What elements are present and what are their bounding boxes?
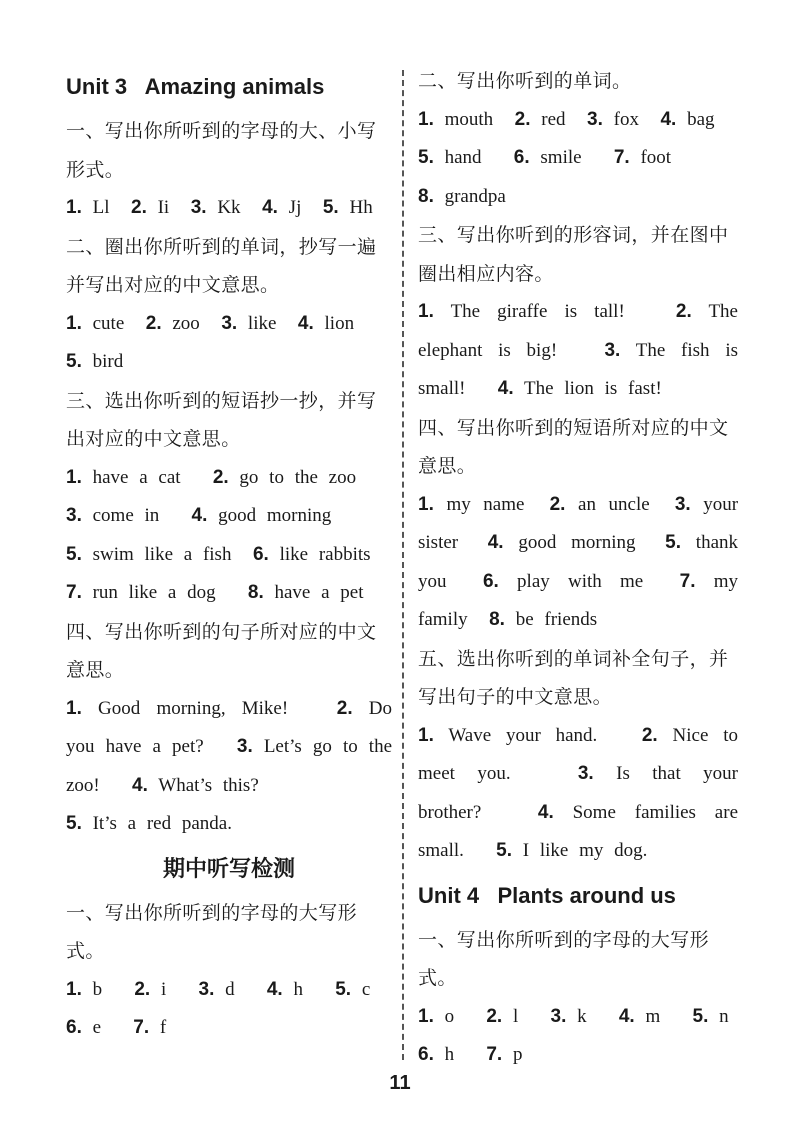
unit3-section3-heading: 三、选出你听到的短语抄一抄，并写出对应的中文意思。 — [66, 389, 377, 450]
midterm-section4-answers: 1. my name 2. an uncle 3. your sister 4. good morning 5. thank you 6. play with me 7. my family 8. be friends — [418, 493, 739, 630]
unit4-section1-answers: 1. o 2. l 3. k 4. m 5. n 6. h 7. p — [418, 1005, 729, 1065]
midterm-section2-heading: 二、写出你听到的单词。 — [418, 70, 632, 92]
unit4-title: Unit 4 Plants around us — [418, 882, 676, 908]
unit4-section1-heading: 一、写出你所听到的字母的大写形式。 — [418, 928, 710, 989]
midterm-title: 期中听写检测 — [162, 855, 295, 881]
unit3-section3-answers: 1. have a cat 2. go to the zoo 3. come in 4. good morning 5. swim like a fish 6. like rabbits 7. run like a dog 8. have a pet — [66, 466, 371, 603]
midterm-section1-answers: 1. b 2. i 3. d 4. h 5. c 6. e 7. f — [66, 978, 371, 1038]
midterm-section3-heading: 三、写出你听到的形容词，并在图中圈出相应内容。 — [418, 224, 729, 285]
midterm-section2-answers: 1. mouth 2. red 3. fox 4. bag 5. hand 6. smile 7. foot 8. grandpa — [418, 108, 715, 207]
column-divider — [402, 70, 404, 1060]
midterm-section1-heading: 一、写出你所听到的字母的大写形式。 — [66, 901, 358, 962]
unit3-section1-answers: 1. Ll 2. Ii 3. Kk 4. Jj 5. Hh — [66, 197, 373, 218]
unit3-title: Unit 3 Amazing animals — [66, 74, 325, 99]
unit3-section2-heading: 二、圈出你所听到的单词，抄写一遍并写出对应的中文意思。 — [66, 235, 377, 296]
unit3-section4-heading: 四、写出你听到的句子所对应的中文意思。 — [66, 620, 377, 681]
unit3-section2-answers: 1. cute 2. zoo 3. like 4. lion 5. bird — [66, 312, 355, 372]
midterm-section5-heading: 五、选出你听到的单词补全句子，并写出句子的中文意思。 — [418, 647, 729, 708]
left-column — [66, 62, 392, 1048]
midterm-section4-heading: 四、写出你听到的短语所对应的中文意思。 — [418, 416, 729, 477]
right-column — [418, 62, 738, 1075]
midterm-section5-answers: 1. Wave your hand. 2. Nice to meet you. 3. Is that your brother? 4. Some families are small. 5. I like my dog. — [418, 724, 738, 861]
unit3-section1-heading: 一、写出你所听到的字母的大、小写形式。 — [66, 120, 377, 181]
page-number: 11 — [389, 1072, 411, 1094]
unit3-section4-answers: 1. Good morning, Mike! 2. Do you have a pet? 3. Let’s go to the zoo! 4. What’s this? 5. It’s a red panda. — [66, 697, 393, 834]
midterm-section3-answers: 1. The giraffe is tall! 2. The elephant is big! 3. The fish is small! 4. The lion is fast! — [418, 301, 738, 399]
